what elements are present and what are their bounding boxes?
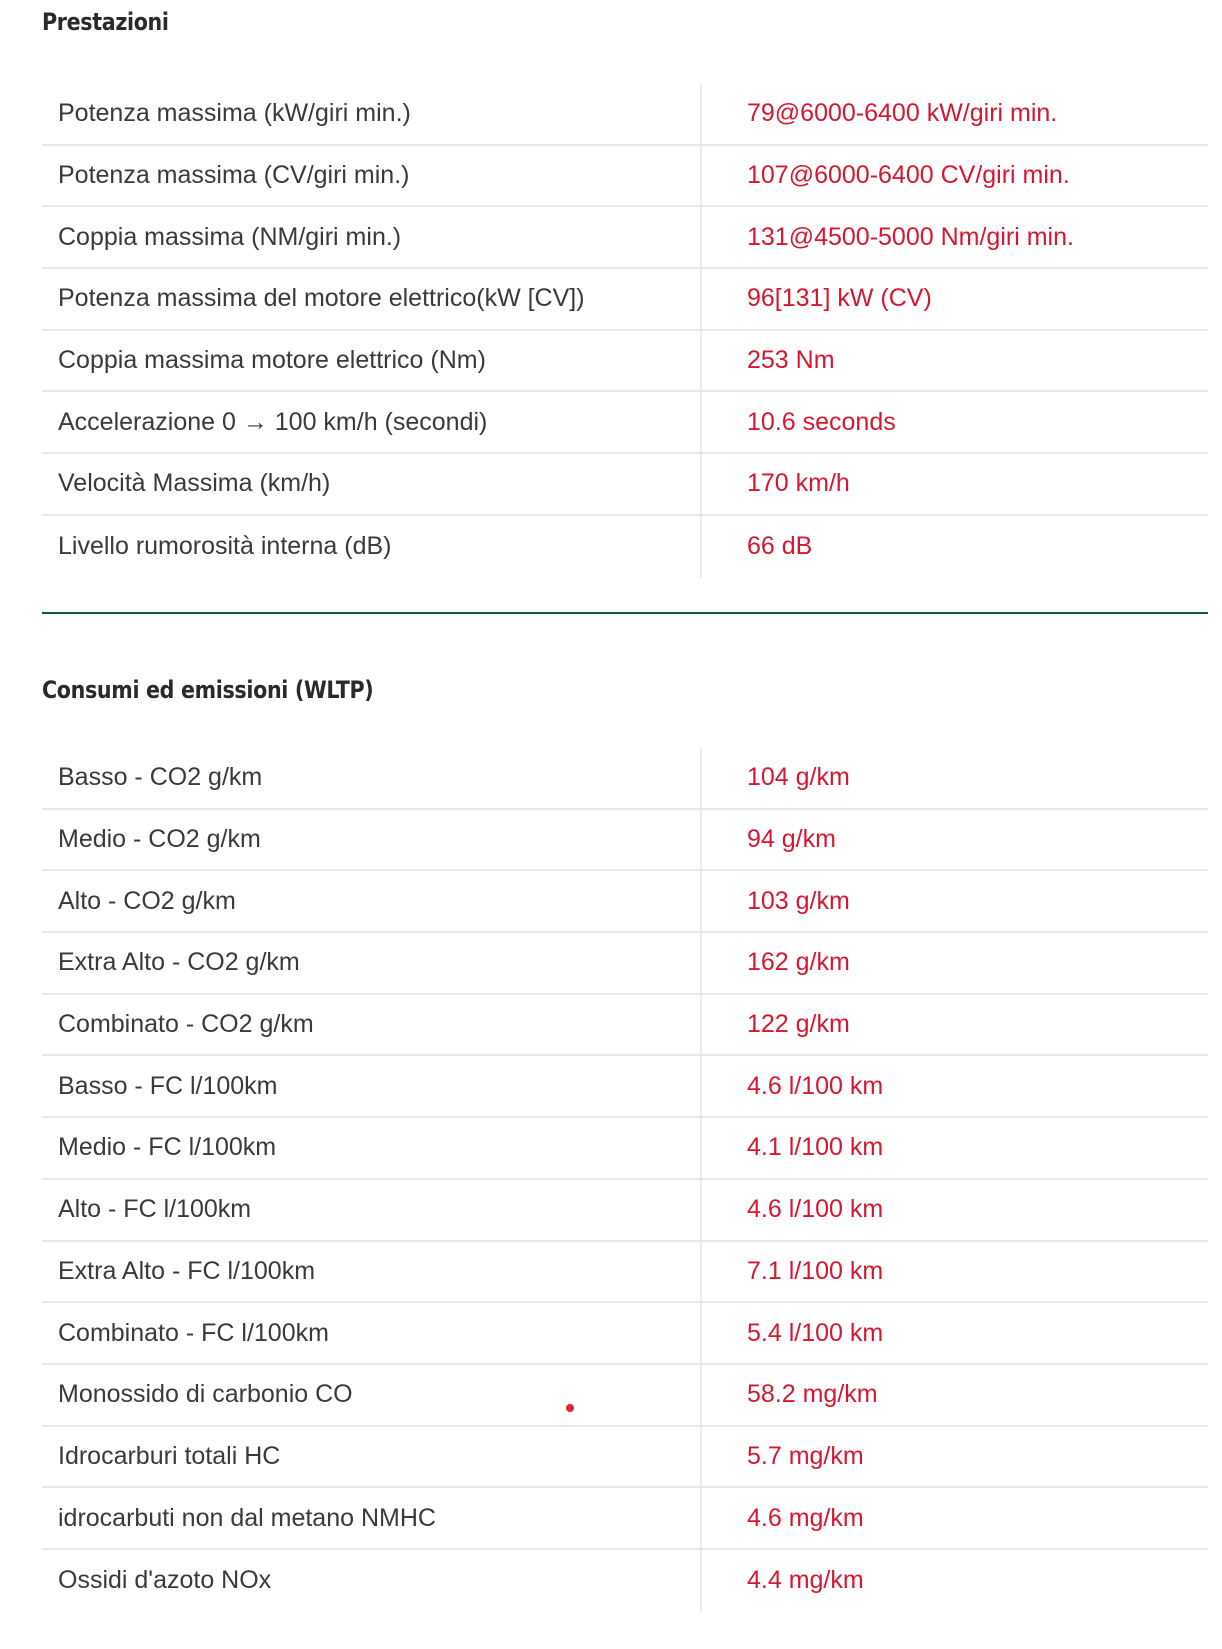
spec-value: 122 g/km bbox=[747, 1010, 850, 1039]
spec-value: 96[131] kW (CV) bbox=[747, 284, 932, 313]
table-row bbox=[42, 392, 1208, 454]
consumi-table bbox=[42, 748, 1208, 1612]
spec-value: 7.1 l/100 km bbox=[747, 1256, 884, 1285]
table-row bbox=[42, 1550, 1208, 1612]
cursor-dot-marker bbox=[566, 1404, 574, 1412]
spec-label: Potenza massima (CV/giri min.) bbox=[42, 146, 702, 206]
spec-value: 253 Nm bbox=[747, 346, 835, 375]
table-row bbox=[42, 1180, 1208, 1242]
spec-label: Alto - CO2 g/km bbox=[42, 871, 702, 931]
spec-value: 5.4 l/100 km bbox=[747, 1318, 884, 1347]
spec-label: Medio - FC l/100km bbox=[42, 1118, 702, 1178]
table-row bbox=[42, 1056, 1208, 1118]
spec-value: 162 g/km bbox=[747, 948, 850, 977]
spec-value: 79@6000-6400 kW/giri min. bbox=[747, 99, 1058, 128]
spec-label: Coppia massima motore elettrico (Nm) bbox=[42, 331, 702, 391]
spec-label: Basso - FC l/100km bbox=[42, 1056, 702, 1116]
table-row bbox=[42, 1365, 1208, 1427]
spec-label: Combinato - FC l/100km bbox=[42, 1303, 702, 1363]
spec-value: 4.6 l/100 km bbox=[747, 1195, 884, 1224]
spec-label: Velocità Massima (km/h) bbox=[42, 454, 702, 514]
spec-value: 4.4 mg/km bbox=[747, 1566, 864, 1595]
spec-value: 94 g/km bbox=[747, 825, 836, 854]
spec-value: 170 km/h bbox=[747, 469, 850, 498]
spec-label: Extra Alto - FC l/100km bbox=[42, 1242, 702, 1302]
spec-value: 5.7 mg/km bbox=[747, 1441, 864, 1470]
table-row bbox=[42, 207, 1208, 269]
spec-label: Coppia massima (NM/giri min.) bbox=[42, 207, 702, 267]
spec-label: Ossidi d'azoto NOx bbox=[42, 1550, 702, 1612]
spec-value: 10.6 seconds bbox=[747, 407, 896, 436]
spec-label: Medio - CO2 g/km bbox=[42, 810, 702, 870]
spec-label: Accelerazione 0 → 100 km/h (secondi) bbox=[42, 392, 702, 452]
table-row bbox=[42, 871, 1208, 933]
spec-value: 58.2 mg/km bbox=[747, 1380, 878, 1409]
spec-value: 4.6 l/100 km bbox=[747, 1071, 884, 1100]
spec-label: Alto - FC l/100km bbox=[42, 1180, 702, 1240]
spec-value: 4.6 mg/km bbox=[747, 1503, 864, 1532]
table-row bbox=[42, 810, 1208, 872]
spec-value: 103 g/km bbox=[747, 886, 850, 915]
spec-label: Livello rumorosità interna (dB) bbox=[42, 516, 702, 578]
spec-label: Extra Alto - CO2 g/km bbox=[42, 933, 702, 993]
section-divider bbox=[42, 612, 1208, 614]
spec-value: 66 dB bbox=[747, 532, 813, 561]
spec-label: Monossido di carbonio CO bbox=[42, 1365, 702, 1425]
spec-value: 104 g/km bbox=[747, 763, 850, 792]
table-row bbox=[42, 748, 1208, 810]
table-row bbox=[42, 1242, 1208, 1304]
table-row bbox=[42, 995, 1208, 1057]
spec-label: Potenza massima del motore elettrico(kW [CV]) bbox=[42, 269, 702, 329]
table-row bbox=[42, 84, 1208, 146]
spec-value: 4.1 l/100 km bbox=[747, 1133, 884, 1162]
table-row bbox=[42, 516, 1208, 578]
table-row bbox=[42, 454, 1208, 516]
spec-label: Combinato - CO2 g/km bbox=[42, 995, 702, 1055]
spec-value: 107@6000-6400 CV/giri min. bbox=[747, 161, 1070, 190]
table-row bbox=[42, 1488, 1208, 1550]
table-row bbox=[42, 269, 1208, 331]
spec-value: 131@4500-5000 Nm/giri min. bbox=[747, 222, 1074, 251]
prestazioni-table bbox=[42, 84, 1208, 578]
table-row bbox=[42, 1303, 1208, 1365]
spec-label: Potenza massima (kW/giri min.) bbox=[42, 84, 702, 144]
spec-label: Basso - CO2 g/km bbox=[42, 748, 702, 808]
spec-label: Idrocarburi totali HC bbox=[42, 1427, 702, 1487]
spec-label: idrocarbuti non dal metano NMHC bbox=[42, 1488, 702, 1548]
table-row bbox=[42, 146, 1208, 208]
table-row bbox=[42, 1118, 1208, 1180]
section-title-consumi: Consumi ed emissioni (WLTP) bbox=[42, 676, 374, 704]
table-row bbox=[42, 933, 1208, 995]
table-row bbox=[42, 331, 1208, 393]
section-title-prestazioni: Prestazioni bbox=[42, 8, 169, 36]
table-row bbox=[42, 1427, 1208, 1489]
